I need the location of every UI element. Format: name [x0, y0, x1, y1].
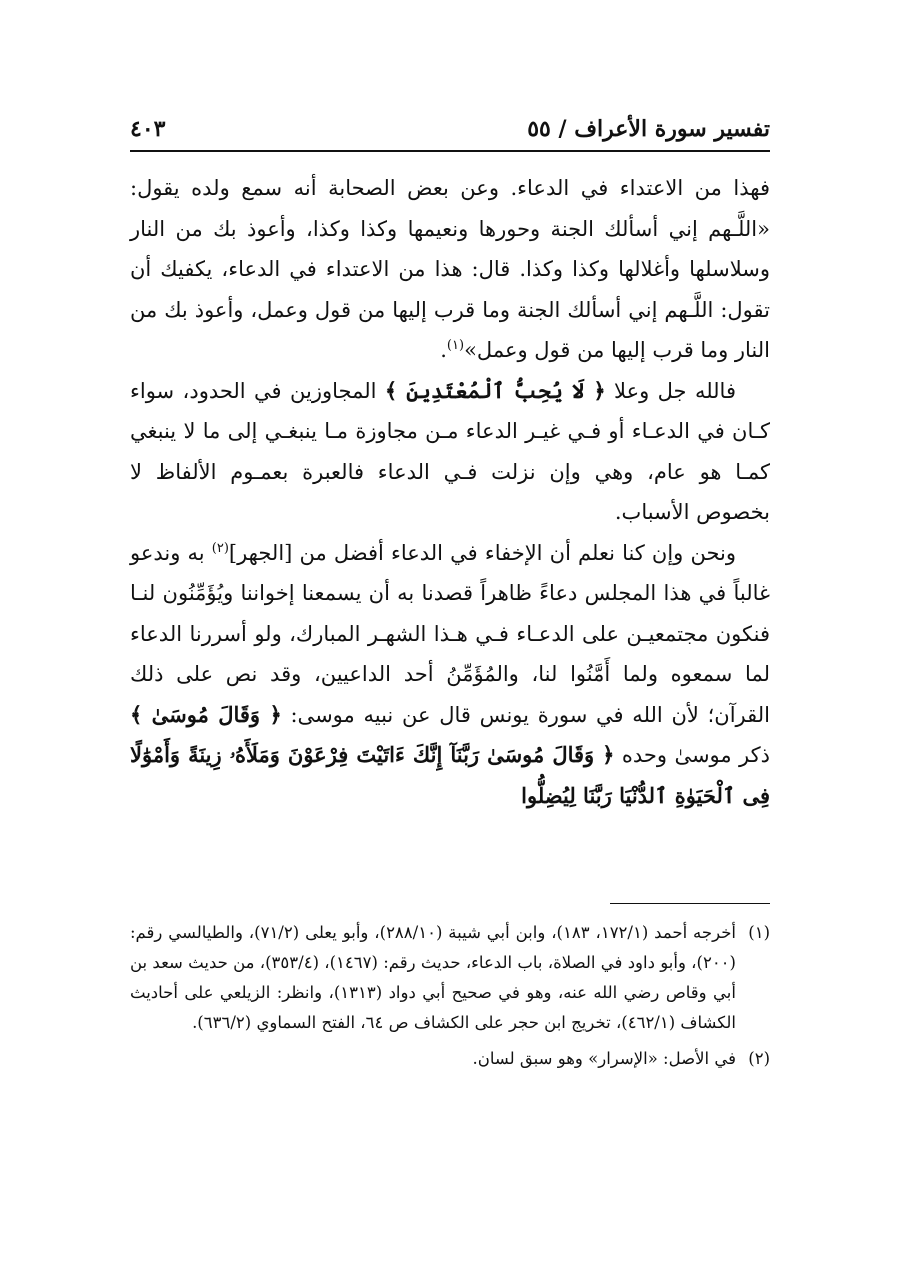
- main-text: [130, 168, 770, 816]
- running-header: [130, 112, 770, 146]
- footnote-2-number: (٢): [748, 1049, 770, 1068]
- footnote-ref-2: (٢): [211, 540, 229, 556]
- paragraph-2-lead: فالله جل وعلا: [614, 378, 736, 403]
- footnote-divider: [610, 903, 770, 904]
- footnote-1-text: أخرجه أحمد (١٧٢/١، ١٨٣)، وابن أبي شيبة (٢٨٨/١٠)، وأبو يعلى (٧١/٢)، والطيالسي رقم: (٢٠٠)، وأبو داود في الصلاة، باب الدعاء، حديث رقم: (١٤٦٧)، (٣٥٣/٤)، من حديث سعد بن أبي وقاص رضي الله عنه، وهو في صحيح أبي دواد (١٣١٣)، وانظر: الزيلعي على أحاديث الكشاف (٤٦٢/١)، تخريج ابن حجر على الكشاف ص ٦٤، الفتح السماوي (٦٣٦/٢).: [130, 923, 736, 1032]
- paragraph-1-text: فهذا من الاعتداء في الدعاء. وعن بعض الصحابة أنه سمع ولده يقول: «اللَّـهم إني أسألك الجنة وحورها ونعيمها وكذا وكذا، وأعوذ بك من النار وسلاسلها وأغلالها وكذا وكذا. قال: هذا من الاعتداء في الدعاء، يكفيك أن تقول: اللَّـهم إني أسألك الجنة وما قرب إليها من قول وعمل، وأعوذ بك من النار وما قرب إليها من قول وعمل»: [130, 176, 770, 362]
- paragraph-3-body: به وندعو غالباً في هذا المجلس دعاءً ظاهراً قصدنا به أن يسمعنا إخواننا ويُؤَمِّنُون لنـا فنكون مجتمعيـن على الدعـاء فـي هـذا الشهـر المبارك، ولو أسررنا الدعاء لما سمعوه ولما أَمَّنُوا لنا، والمُؤَمِّنُ أحد الداعيين، وقد نص على ذلك القرآن؛ لأن الله في سورة يونس قال عن نبيه موسى:: [130, 540, 770, 727]
- footnote-1: [130, 918, 770, 1038]
- paragraph-2-rest: المجاوزين في الحدود، سواء كـان في الدعـاء أو فـي غيـر الدعاء مـن مجاوزة مـا ينبغـي إلى ما لا ينبغي كمـا هو عام، وهي وإن نزلت فـي الدعاء فالعبرة بعمـوم الألفاظ لا بخصوص الأسباب.: [130, 378, 770, 524]
- footnote-2-text: في الأصل: «الإسرار» وهو سبق لسان.: [472, 1049, 736, 1068]
- paragraph-3: [130, 533, 770, 817]
- footnote-1-number: (١): [748, 923, 770, 942]
- header-title: تفسير سورة الأعراف / ٥٥: [527, 116, 770, 142]
- quran-verse-1: ﴿ لَا يُحِبُّ ٱلْمُعْتَدِينَ ﴾: [384, 377, 606, 403]
- paragraph-1-end: .: [440, 338, 447, 362]
- footnote-2: [130, 1044, 770, 1074]
- paragraph-1: [130, 168, 770, 371]
- paragraph-3-mid: ذكر موسىٰ وحده: [621, 743, 770, 767]
- quran-verse-2: ﴿ وَقَالَ مُوسَىٰ ﴾: [130, 701, 282, 727]
- page-number: ٤٠٣: [130, 116, 166, 142]
- paragraph-3-lead: ونحن وإن كنا نعلم أن الإخفاء في الدعاء أفضل من [الجهر]: [228, 540, 736, 565]
- footnotes: [130, 918, 770, 1080]
- paragraph-2: [130, 371, 770, 533]
- quran-verse-3: ﴿ وَقَالَ مُوسَىٰ رَبَّنَآ إِنَّكَ ءَاتَيْتَ فِرْعَوْنَ وَمَلَأَهُۥ زِينَةً وَأَمْوَٰلًا فِى ٱلْحَيَوٰةِ ٱلدُّنْيَا رَبَّنَا لِيُضِلُّوا: [130, 742, 770, 808]
- footnote-ref-1: (١): [446, 338, 465, 353]
- header-divider: [130, 150, 770, 152]
